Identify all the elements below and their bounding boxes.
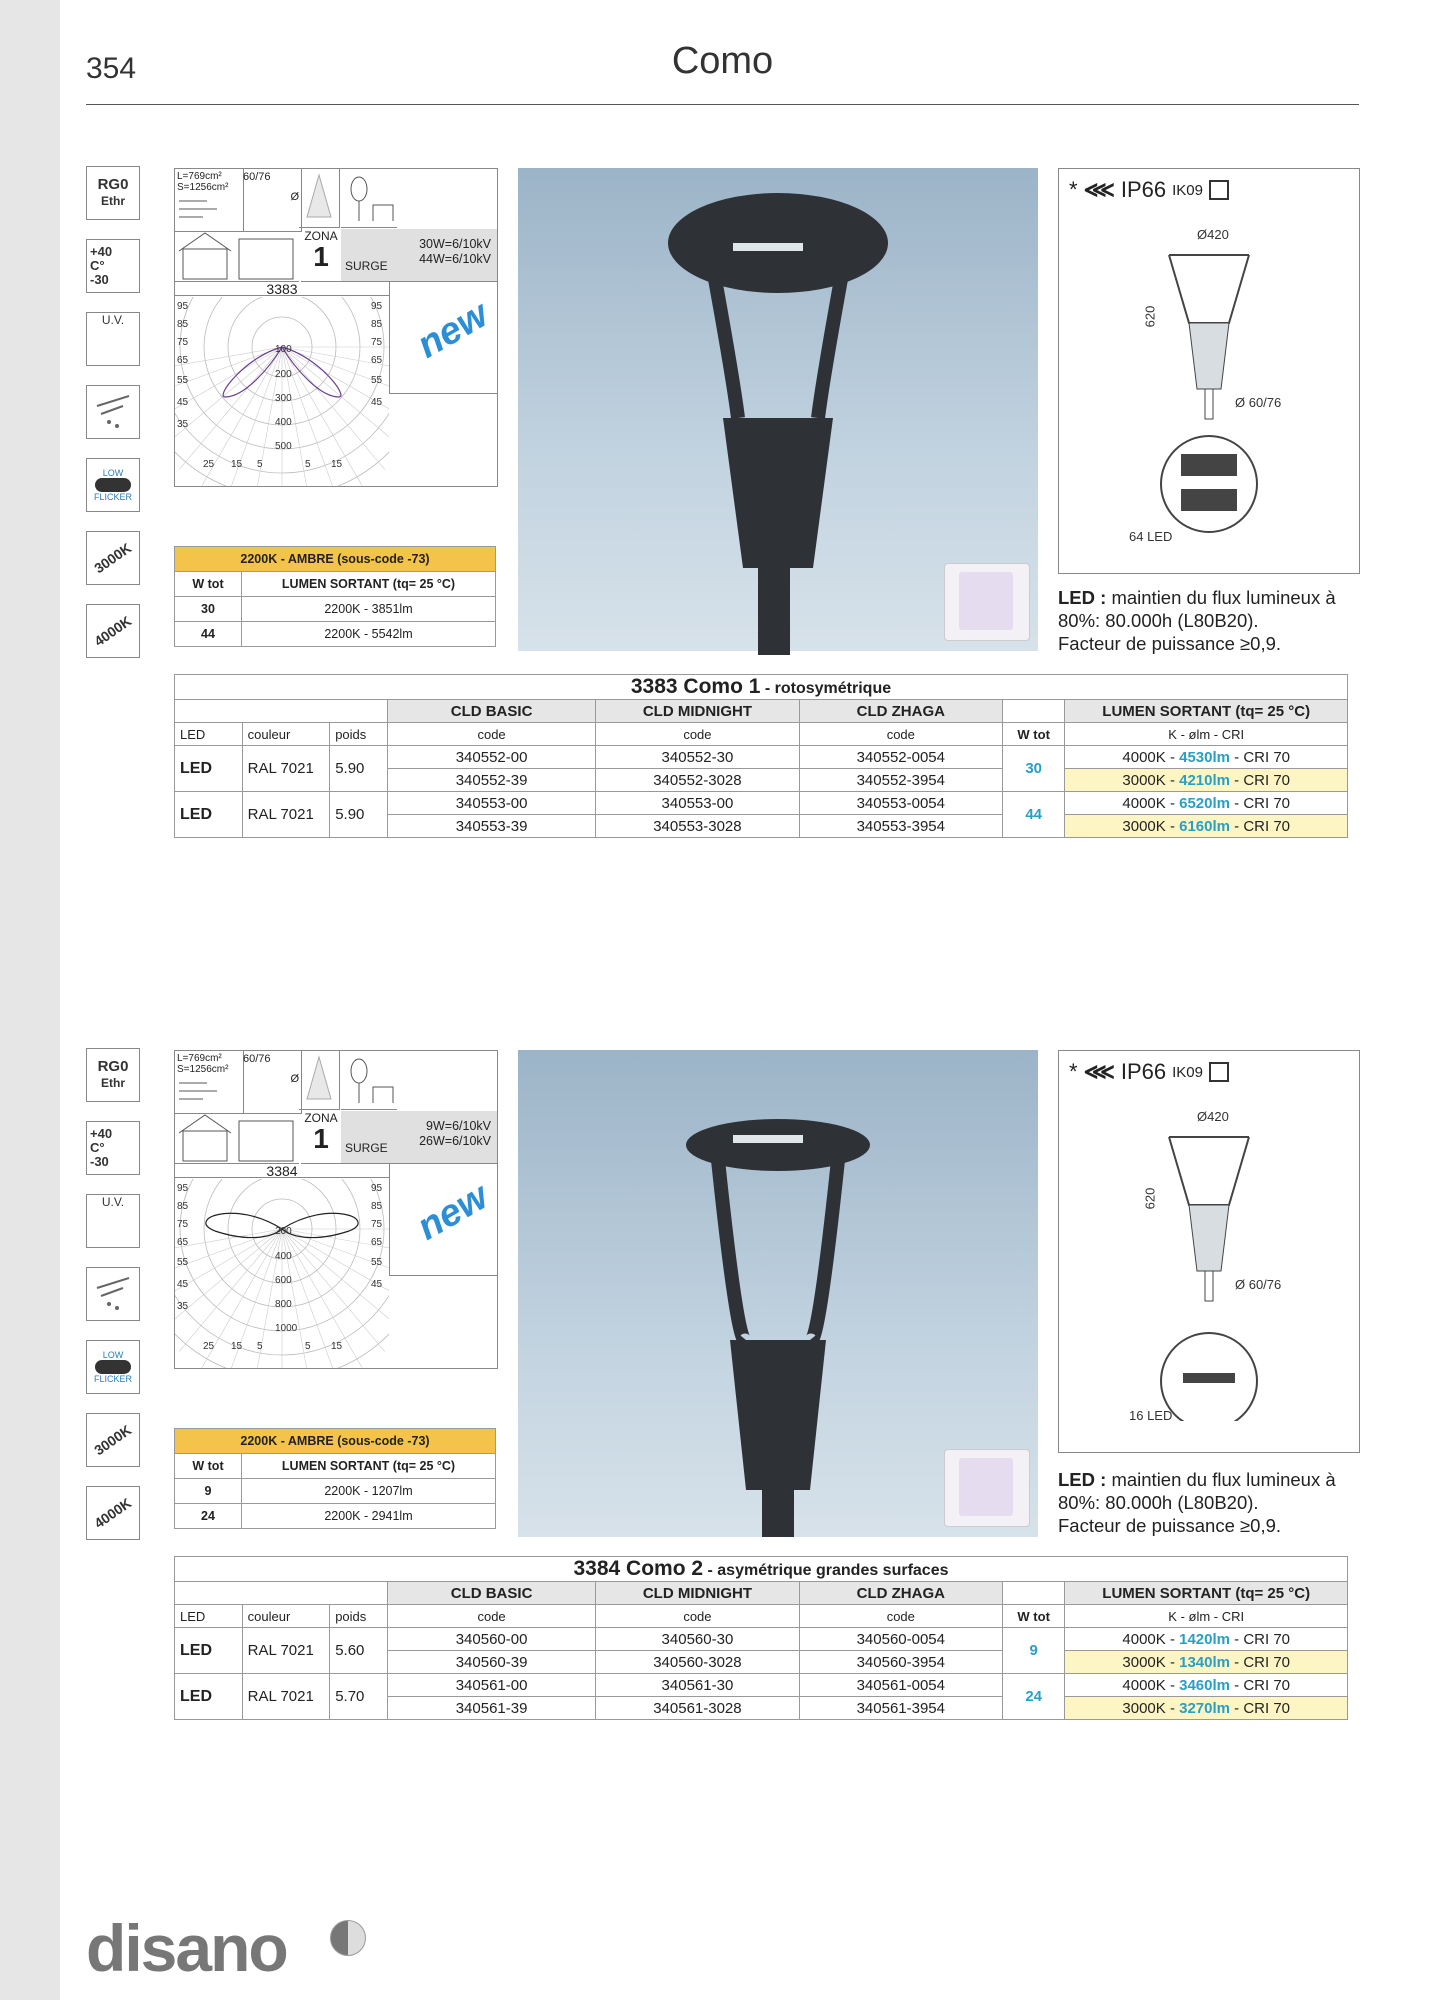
table-title: 3383 Como 1 - rotosymétrique bbox=[175, 675, 1348, 700]
amber-wtot: 9 bbox=[175, 1479, 242, 1504]
amber-title: 2200K - AMBRE (sous-code -73) bbox=[175, 547, 496, 572]
ldc-label: 5 bbox=[257, 1341, 263, 1352]
tree-icon bbox=[341, 169, 397, 228]
rain-icon bbox=[86, 385, 140, 439]
ldc-label: 55 bbox=[371, 375, 383, 386]
ldc-label: 55 bbox=[371, 1257, 383, 1268]
lumen-4000k: 4000K - 3460lm - CRI 70 bbox=[1065, 1674, 1348, 1697]
amber-col-lumen: LUMEN SORTANT (tq= 25 °C) bbox=[242, 1454, 496, 1479]
color-temp-3000k-icon bbox=[86, 1413, 140, 1467]
dim-bottom-diameter: Ø 60/76 bbox=[1235, 395, 1282, 410]
zona-number: 1 bbox=[313, 241, 329, 272]
led-count: 64 LED bbox=[1129, 529, 1173, 544]
ldc-label: 75 bbox=[371, 337, 383, 348]
color-cell: RAL 7021 bbox=[242, 792, 330, 838]
led-note bbox=[1058, 1468, 1358, 1537]
led-cell: LED bbox=[175, 746, 243, 792]
header-cld-midnight: CLD MIDNIGHT bbox=[596, 1582, 799, 1605]
dim-height: 620 bbox=[1142, 1187, 1158, 1210]
ldc-label: 35 bbox=[177, 1301, 189, 1312]
lumen-4000k: 4000K - 6520lm - CRI 70 bbox=[1065, 792, 1348, 815]
amber-wtot: 44 bbox=[175, 622, 242, 647]
product-row bbox=[175, 1674, 1348, 1697]
area-s: S=1256cm² bbox=[177, 182, 229, 193]
lumen-4000k: 4000K - 4530lm - CRI 70 bbox=[1065, 746, 1348, 769]
area-l: L=769cm² bbox=[177, 1053, 222, 1064]
ldc-label: 85 bbox=[177, 1201, 189, 1212]
ldc-label: 75 bbox=[177, 1219, 189, 1230]
color-temp-4000k-icon bbox=[86, 1486, 140, 1540]
basic-code: 340552-00 bbox=[387, 746, 595, 769]
rg0-label: RG0 bbox=[97, 176, 129, 193]
product-row bbox=[175, 792, 1348, 815]
led-note-line-2: 80%: 80.000h (L80B20). bbox=[1058, 610, 1259, 631]
sub-code: code bbox=[799, 1605, 1002, 1628]
header-cld-zhaga: CLD ZHAGA bbox=[799, 1582, 1002, 1605]
zhaga-code: 340560-3954 bbox=[799, 1651, 1002, 1674]
ldc-label: 25 bbox=[203, 459, 215, 470]
sub-code: code bbox=[596, 1605, 799, 1628]
zhaga-code: 340553-3954 bbox=[799, 815, 1002, 838]
new-cell bbox=[389, 281, 498, 394]
class-ii-icon: ⋘ bbox=[1083, 177, 1115, 202]
diameter-symbol: Ø bbox=[290, 1073, 299, 1085]
amber-row bbox=[175, 597, 496, 622]
color-cell: RAL 7021 bbox=[242, 1628, 330, 1674]
ldc-label: 15 bbox=[331, 459, 343, 470]
sub-couleur: couleur bbox=[242, 723, 330, 746]
wtot-cell: 30 bbox=[1002, 746, 1065, 792]
basic-code: 340552-39 bbox=[387, 769, 595, 792]
lumen-3000k: 3000K - 6160lm - CRI 70 bbox=[1065, 815, 1348, 838]
new-badge: new bbox=[410, 293, 496, 367]
temp-unit: C° bbox=[90, 1140, 105, 1155]
amber-wtot: 24 bbox=[175, 1504, 242, 1529]
product-photo bbox=[518, 168, 1038, 651]
flicker-label: FLICKER bbox=[93, 492, 132, 502]
temp-max: +40 bbox=[90, 244, 113, 259]
surge-label: SURGE bbox=[345, 1141, 388, 1155]
ldc-label: 85 bbox=[177, 319, 189, 330]
sub-klm: K - ølm - CRI bbox=[1065, 723, 1348, 746]
light-direction-icon bbox=[299, 169, 340, 228]
zona-label: ZONA bbox=[304, 229, 338, 243]
temperature-icon bbox=[86, 239, 140, 293]
led-cell: LED bbox=[175, 792, 243, 838]
ldc-label: 95 bbox=[177, 301, 189, 312]
temperature-icon bbox=[86, 1121, 140, 1175]
light-distribution-curve bbox=[175, 297, 389, 486]
amber-row bbox=[175, 1479, 496, 1504]
ldc-label: 95 bbox=[371, 301, 383, 312]
wtot-cell: 24 bbox=[1002, 1674, 1065, 1720]
sub-poids: poids bbox=[330, 723, 388, 746]
surge-value-2: 26W=6/10kV bbox=[419, 1134, 491, 1148]
class-ii-icon: ⋘ bbox=[1083, 1059, 1115, 1084]
lumen-3000k: 3000K - 1340lm - CRI 70 bbox=[1065, 1651, 1348, 1674]
midnight-code: 340560-30 bbox=[596, 1628, 799, 1651]
zhaga-code: 340553-0054 bbox=[799, 792, 1002, 815]
tree-icon bbox=[341, 1051, 397, 1110]
temp-unit: C° bbox=[90, 258, 105, 273]
surge-value-1: 9W=6/10kV bbox=[426, 1119, 491, 1133]
wtot-cell: 9 bbox=[1002, 1628, 1065, 1674]
new-cell bbox=[389, 1163, 498, 1276]
led-cell: LED bbox=[175, 1674, 243, 1720]
wtot-cell: 44 bbox=[1002, 792, 1065, 838]
midnight-code: 340553-00 bbox=[596, 792, 799, 815]
color-temp-3000k-icon bbox=[86, 531, 140, 585]
basic-prog-badge bbox=[944, 563, 1030, 641]
rg0-icon bbox=[86, 166, 140, 220]
uv-icon bbox=[86, 312, 140, 366]
temp-max: +40 bbox=[90, 1126, 113, 1141]
midnight-code: 340552-30 bbox=[596, 746, 799, 769]
sub-klm: K - ølm - CRI bbox=[1065, 1605, 1348, 1628]
header-rule bbox=[86, 104, 1359, 105]
flicker-label: FLICKER bbox=[93, 1374, 132, 1384]
light-distribution-curve bbox=[175, 1179, 389, 1368]
k4000-label: 4000K bbox=[91, 612, 135, 650]
surge-label: SURGE bbox=[345, 259, 388, 273]
basic-code: 340561-39 bbox=[387, 1697, 595, 1720]
wind-icon bbox=[177, 1075, 237, 1105]
diameter-value: 60/76 bbox=[243, 1053, 271, 1065]
color-cell: RAL 7021 bbox=[242, 1674, 330, 1720]
logo-mark-icon bbox=[330, 1920, 366, 1956]
low-label: LOW bbox=[102, 1350, 124, 1360]
zhaga-code: 340552-0054 bbox=[799, 746, 1002, 769]
diameter-value: 60/76 bbox=[243, 171, 271, 183]
midnight-code: 340553-3028 bbox=[596, 815, 799, 838]
midnight-code: 340560-3028 bbox=[596, 1651, 799, 1674]
sub-wtot: W tot bbox=[1002, 723, 1065, 746]
ethr-label: Ethr bbox=[101, 194, 125, 208]
amber-table bbox=[174, 546, 496, 647]
ldc-label: 200 bbox=[275, 1226, 292, 1237]
led-note-line-3: Facteur de puissance ≥0,9. bbox=[1058, 633, 1282, 654]
ip-value: IP66 bbox=[1120, 177, 1167, 202]
feature-icons bbox=[86, 166, 140, 677]
ldc-label: 45 bbox=[177, 1279, 189, 1290]
area-cell bbox=[175, 169, 244, 232]
amber-lumen: 2200K - 2941lm bbox=[242, 1504, 496, 1529]
ldc-label: 95 bbox=[371, 1183, 383, 1194]
disano-logo: disano bbox=[86, 1911, 287, 1985]
double-insulation-icon bbox=[1209, 1062, 1229, 1082]
amber-wtot: 30 bbox=[175, 597, 242, 622]
ldc-label: 5 bbox=[257, 459, 263, 470]
dim-top-diameter: Ø420 bbox=[1197, 227, 1229, 242]
ldc-label: 600 bbox=[275, 1275, 292, 1286]
lumen-3000k: 3000K - 3270lm - CRI 70 bbox=[1065, 1697, 1348, 1720]
product-row bbox=[175, 746, 1348, 769]
header-lumen: LUMEN SORTANT (tq= 25 °C) bbox=[1065, 700, 1348, 723]
sub-couleur: couleur bbox=[242, 1605, 330, 1628]
asterisk: * bbox=[1069, 1059, 1078, 1084]
weight-cell: 5.70 bbox=[330, 1674, 388, 1720]
k3000-label: 3000K bbox=[91, 1421, 135, 1459]
amber-row bbox=[175, 1504, 496, 1529]
amber-row bbox=[175, 622, 496, 647]
led-note-line-1: maintien du flux lumineux à bbox=[1106, 587, 1336, 608]
spec-panel bbox=[174, 1050, 498, 1369]
table-title: 3384 Como 2 - asymétrique grandes surfaces bbox=[175, 1557, 1348, 1582]
amber-lumen: 2200K - 3851lm bbox=[242, 597, 496, 622]
ldc-label: 65 bbox=[177, 355, 189, 366]
amber-lumen: 2200K - 1207lm bbox=[242, 1479, 496, 1504]
area-l: L=769cm² bbox=[177, 171, 222, 182]
eye-icon bbox=[95, 1360, 131, 1374]
ldc-label: 1000 bbox=[275, 1323, 298, 1334]
ldc-code: 3384 bbox=[175, 1163, 389, 1178]
ldc-code: 3383 bbox=[175, 281, 389, 296]
new-badge: new bbox=[410, 1175, 496, 1249]
feature-icons bbox=[86, 1048, 140, 1559]
ldc-label: 15 bbox=[331, 1341, 343, 1352]
ldc-label: 75 bbox=[371, 1219, 383, 1230]
zhaga-code: 340561-0054 bbox=[799, 1674, 1002, 1697]
weight-cell: 5.90 bbox=[330, 792, 388, 838]
ldc-label: 5 bbox=[305, 1341, 311, 1352]
dim-height: 620 bbox=[1142, 305, 1158, 328]
temp-min: -30 bbox=[90, 272, 109, 287]
sub-poids: poids bbox=[330, 1605, 388, 1628]
diameter-cell bbox=[241, 1051, 302, 1114]
ip-value: IP66 bbox=[1120, 1059, 1167, 1084]
diameter-cell bbox=[241, 169, 302, 232]
ldc-label: 25 bbox=[203, 1341, 215, 1352]
led-cell: LED bbox=[175, 1628, 243, 1674]
led-note-line-3: Facteur de puissance ≥0,9. bbox=[1058, 1515, 1282, 1536]
basic-code: 340553-00 bbox=[387, 792, 595, 815]
sub-code: code bbox=[596, 723, 799, 746]
ldc-label: 45 bbox=[177, 397, 189, 408]
dim-top-diameter: Ø420 bbox=[1197, 1109, 1229, 1124]
ldc-label: 65 bbox=[177, 1237, 189, 1248]
luminaire-outline bbox=[1059, 1121, 1359, 1421]
sub-led: LED bbox=[175, 1605, 243, 1628]
ldc-label: 100 bbox=[275, 344, 292, 355]
basic-code: 340560-39 bbox=[387, 1651, 595, 1674]
ldc-label: 45 bbox=[371, 397, 383, 408]
header-cld-basic: CLD BASIC bbox=[387, 700, 595, 723]
color-cell: RAL 7021 bbox=[242, 746, 330, 792]
uv-label: U.V. bbox=[101, 1195, 125, 1209]
amber-title: 2200K - AMBRE (sous-code -73) bbox=[175, 1429, 496, 1454]
k3000-label: 3000K bbox=[91, 539, 135, 577]
header-cld-basic: CLD BASIC bbox=[387, 1582, 595, 1605]
header-lumen: LUMEN SORTANT (tq= 25 °C) bbox=[1065, 1582, 1348, 1605]
ik-value: IK09 bbox=[1172, 1063, 1203, 1081]
midnight-code: 340561-30 bbox=[596, 1674, 799, 1697]
midnight-code: 340561-3028 bbox=[596, 1697, 799, 1720]
diameter-symbol: Ø bbox=[290, 191, 299, 203]
amber-col-wtot: W tot bbox=[175, 1454, 242, 1479]
ldc-label: 35 bbox=[177, 419, 189, 430]
ldc-label: 75 bbox=[177, 337, 189, 348]
basic-code: 340561-00 bbox=[387, 1674, 595, 1697]
led-note-line-2: 80%: 80.000h (L80B20). bbox=[1058, 1492, 1259, 1513]
zona-label: ZONA bbox=[304, 1111, 338, 1125]
asterisk: * bbox=[1069, 177, 1078, 202]
surge-cell bbox=[341, 1111, 497, 1164]
surge-value-2: 44W=6/10kV bbox=[419, 252, 491, 266]
page-title: Como bbox=[671, 40, 774, 82]
area-s: S=1256cm² bbox=[177, 1064, 229, 1075]
low-label: LOW bbox=[102, 468, 124, 478]
led-note-line-1: maintien du flux lumineux à bbox=[1106, 1469, 1336, 1490]
ldc-label: 85 bbox=[371, 1201, 383, 1212]
sub-wtot: W tot bbox=[1002, 1605, 1065, 1628]
wind-icon bbox=[177, 193, 237, 223]
sub-led: LED bbox=[175, 723, 243, 746]
buildings-icon bbox=[175, 229, 299, 282]
zhaga-code: 340561-3954 bbox=[799, 1697, 1002, 1720]
ik-value: IK09 bbox=[1172, 181, 1203, 199]
amber-lumen: 2200K - 5542lm bbox=[242, 622, 496, 647]
color-temp-4000k-icon bbox=[86, 604, 140, 658]
ldc-label: 85 bbox=[371, 319, 383, 330]
eye-icon bbox=[95, 478, 131, 492]
weight-cell: 5.60 bbox=[330, 1628, 388, 1674]
lumen-4000k: 4000K - 1420lm - CRI 70 bbox=[1065, 1628, 1348, 1651]
sub-code: code bbox=[387, 723, 595, 746]
dim-bottom-diameter: Ø 60/76 bbox=[1235, 1277, 1282, 1292]
double-insulation-icon bbox=[1209, 180, 1229, 200]
basic-prog-badge bbox=[944, 1449, 1030, 1527]
midnight-code: 340552-3028 bbox=[596, 769, 799, 792]
k4000-label: 4000K bbox=[91, 1494, 135, 1532]
temp-min: -30 bbox=[90, 1154, 109, 1169]
product-photo bbox=[518, 1050, 1038, 1537]
product-table bbox=[174, 674, 1348, 838]
rg0-icon bbox=[86, 1048, 140, 1102]
ethr-label: Ethr bbox=[101, 1076, 125, 1090]
zona-number: 1 bbox=[313, 1123, 329, 1154]
zhaga-code: 340552-3954 bbox=[799, 769, 1002, 792]
rg0-label: RG0 bbox=[97, 1058, 129, 1075]
header-cld-midnight: CLD MIDNIGHT bbox=[596, 700, 799, 723]
ldc-label: 55 bbox=[177, 1257, 189, 1268]
led-count: 16 LED bbox=[1129, 1408, 1173, 1423]
ldc-label: 15 bbox=[231, 459, 243, 470]
ldc-label: 200 bbox=[275, 369, 292, 380]
dimension-drawing bbox=[1058, 168, 1360, 574]
amber-table bbox=[174, 1428, 496, 1529]
ip-rating bbox=[1069, 177, 1229, 203]
weight-cell: 5.90 bbox=[330, 746, 388, 792]
amber-col-lumen: LUMEN SORTANT (tq= 25 °C) bbox=[242, 572, 496, 597]
surge-cell bbox=[341, 229, 497, 282]
surge-value-1: 30W=6/10kV bbox=[419, 237, 491, 251]
product-table bbox=[174, 1556, 1348, 1720]
basic-code: 340560-00 bbox=[387, 1628, 595, 1651]
ldc-label: 65 bbox=[371, 355, 383, 366]
ldc-label: 65 bbox=[371, 1237, 383, 1248]
low-flicker-icon bbox=[86, 1340, 140, 1394]
ldc-label: 800 bbox=[275, 1299, 292, 1310]
page-number: 354 bbox=[86, 52, 137, 85]
lumen-3000k: 3000K - 4210lm - CRI 70 bbox=[1065, 769, 1348, 792]
basic-code: 340553-39 bbox=[387, 815, 595, 838]
ldc-label: 400 bbox=[275, 1251, 292, 1262]
led-note-label: LED : bbox=[1058, 587, 1107, 608]
ldc-label: 300 bbox=[275, 393, 292, 404]
spec-panel bbox=[174, 168, 498, 487]
dimension-drawing bbox=[1058, 1050, 1360, 1453]
buildings-icon bbox=[175, 1111, 299, 1164]
zhaga-code: 340560-0054 bbox=[799, 1628, 1002, 1651]
ldc-label: 15 bbox=[231, 1341, 243, 1352]
led-note-label: LED : bbox=[1058, 1469, 1107, 1490]
amber-col-wtot: W tot bbox=[175, 572, 242, 597]
uv-icon bbox=[86, 1194, 140, 1248]
ldc-label: 95 bbox=[177, 1183, 189, 1194]
rain-icon bbox=[86, 1267, 140, 1321]
sub-code: code bbox=[799, 723, 1002, 746]
ip-rating bbox=[1069, 1059, 1229, 1085]
ldc-label: 45 bbox=[371, 1279, 383, 1290]
header-cld-zhaga: CLD ZHAGA bbox=[799, 700, 1002, 723]
ldc-label: 500 bbox=[275, 441, 292, 452]
light-direction-icon bbox=[299, 1051, 340, 1110]
sub-code: code bbox=[387, 1605, 595, 1628]
led-note bbox=[1058, 586, 1358, 655]
page-sidebar bbox=[0, 0, 60, 2000]
area-cell bbox=[175, 1051, 244, 1114]
low-flicker-icon bbox=[86, 458, 140, 512]
zona-cell bbox=[301, 1111, 341, 1164]
uv-label: U.V. bbox=[101, 313, 125, 327]
zona-cell bbox=[301, 229, 341, 282]
ldc-label: 400 bbox=[275, 417, 292, 428]
ldc-label: 55 bbox=[177, 375, 189, 386]
product-row bbox=[175, 1628, 1348, 1651]
ldc-label: 5 bbox=[305, 459, 311, 470]
luminaire-outline bbox=[1059, 239, 1359, 539]
